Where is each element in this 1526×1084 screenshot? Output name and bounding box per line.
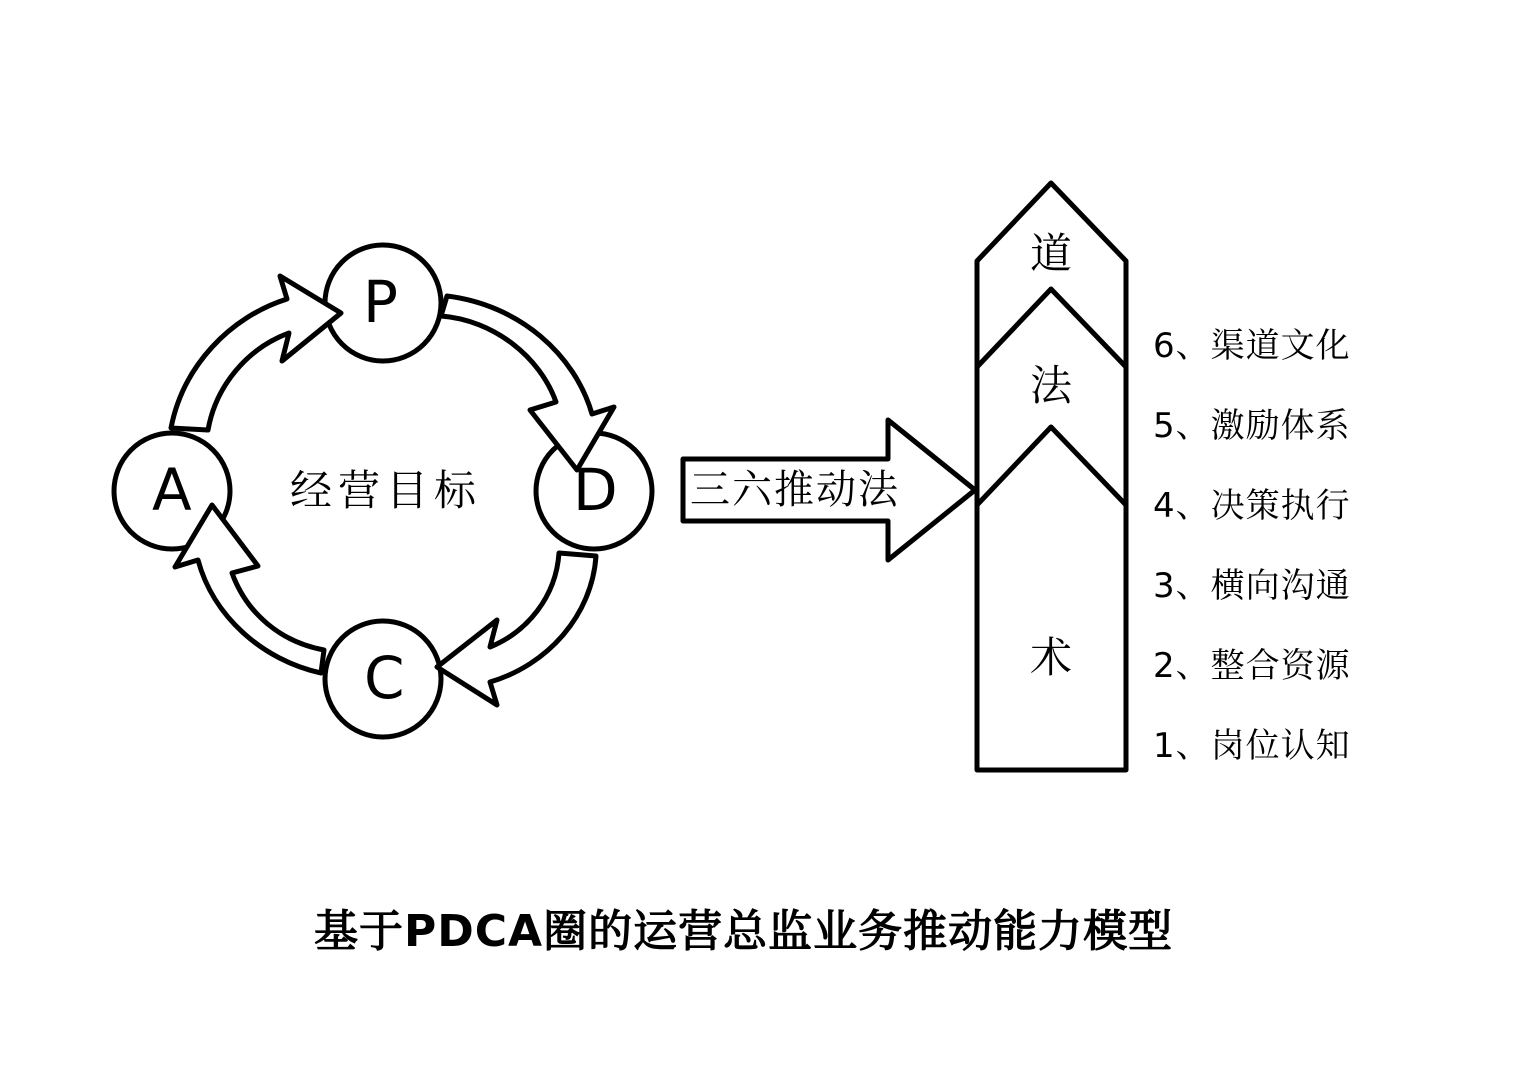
pyramid-tier-label-fa: 法 [1030,361,1073,410]
pyramid-tier-label-shu: 术 [1030,633,1073,682]
list-item: 1、岗位认知 [1153,726,1351,766]
list-item: 3、横向沟通 [1153,566,1351,606]
list-item: 4、决策执行 [1153,486,1351,526]
cycle-arrow-p-to-d [441,296,614,470]
cycle-node-label-p: P [363,268,398,336]
cycle-arrow-a-to-p [171,276,341,430]
cycle-node-label-c: C [364,644,405,712]
list-item: 2、整合资源 [1153,646,1351,686]
cycle-node-label-d: D [573,456,618,524]
diagram-caption: 基于PDCA圈的运营总监业务推动能力模型 [314,906,1174,957]
cycle-center-label: 经营目标 [290,466,483,515]
list-item: 6、渠道文化 [1153,326,1351,366]
pyramid-tier-label-dao: 道 [1030,229,1073,278]
cycle-node-label-a: A [152,456,192,524]
cycle-arrow-c-to-a [175,505,324,673]
list-item: 5、激励体系 [1153,406,1351,446]
connector-arrow-label: 三六推动法 [690,467,900,513]
cycle-arrow-d-to-c [437,553,596,705]
